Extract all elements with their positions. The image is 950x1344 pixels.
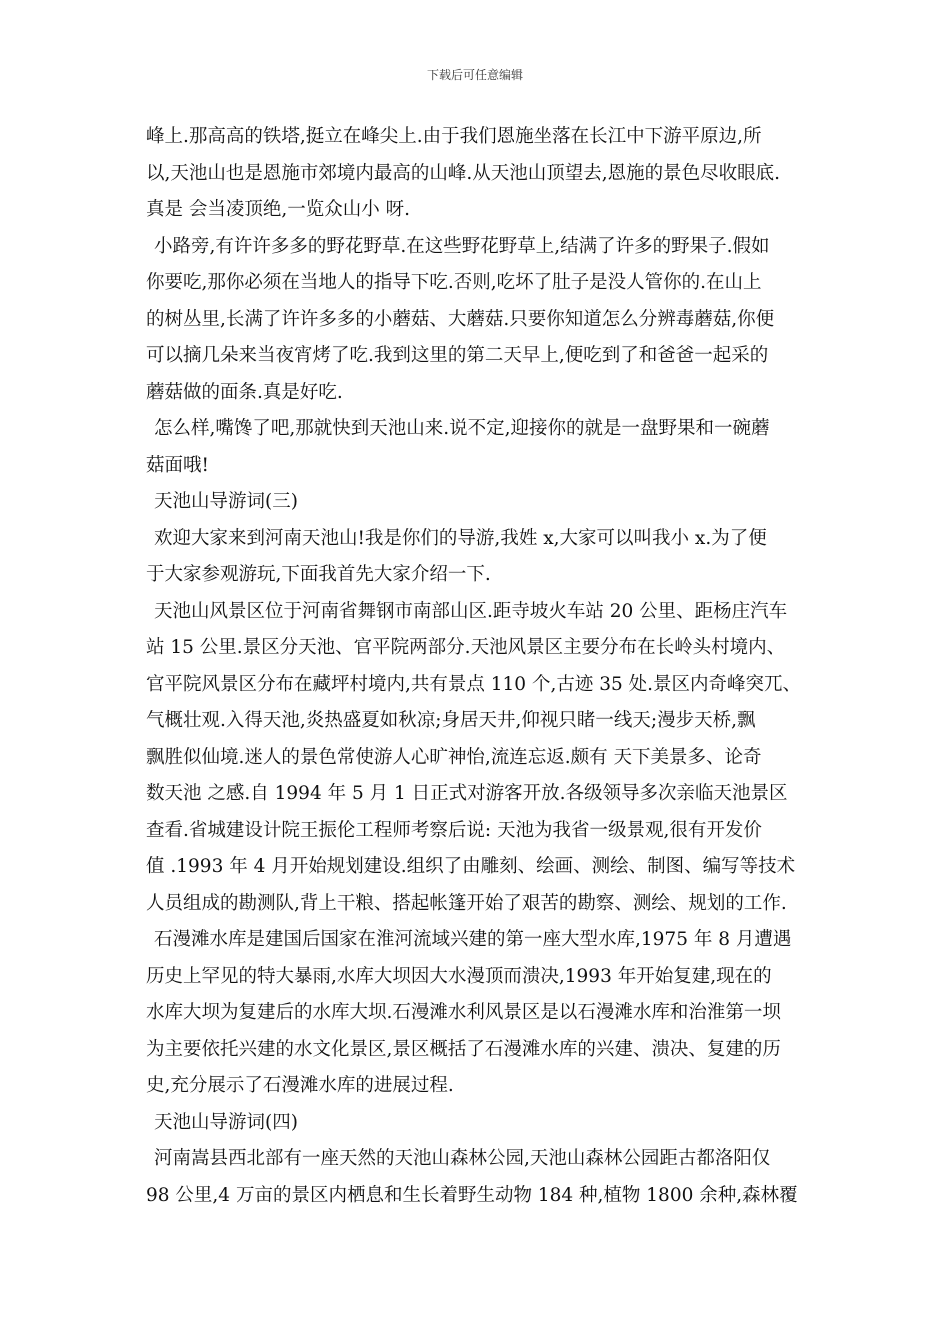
text-line: 的树丛里,长满了许许多多的小蘑菇、大蘑菇.只要你知道怎么分辨毒蘑菇,你便: [146, 308, 775, 330]
text-line: 值 .1993 年 4 月开始规划建设.组织了由雕刻、绘画、测绘、制图、编写等技术: [146, 856, 796, 877]
text-line: 为主要依托兴建的水文化景区,景区概括了石漫滩水库的兴建、溃决、复建的历: [146, 1038, 781, 1060]
text-line: 站 15 公里.景区分天池、官平院两部分.天池风景区主要分布在长岭头村境内、: [146, 637, 786, 658]
page-header: 下载后可任意编辑: [426, 68, 523, 82]
text-line: 气概壮观.入得天池,炎热盛夏如秋凉;身居天井,仰视只睹一线天;漫步天桥,飘: [146, 710, 756, 731]
text-line: 蘑菇做的面条.真是好吃.: [146, 381, 343, 403]
text-line: 水库大坝为复建后的水库大坝.石漫滩水利风景区是以石漫滩水库和治淮第一坝: [146, 1002, 781, 1023]
text-line: 真是 会当凌顶绝,一览众山小 呀.: [146, 199, 411, 220]
text-line: 以,天池山也是恩施市郊境内最高的山峰.从天池山顶望去,恩施的景色尽收眼底.: [146, 162, 781, 184]
text-line: 人员组成的勘测队,背上干粮、搭起帐篷开始了艰苦的勘察、测绘、规划的工作.: [146, 892, 787, 914]
text-line: 查看.省城建设计院王振伦工程师考察后说: 天池为我省一级景观,很有开发价: [146, 819, 762, 841]
text-line: 于大家参观游玩,下面我首先大家介绍一下.: [146, 564, 491, 585]
text-line: 你要吃,那你必须在当地人的指导下吃.否则,吃坏了肚子是没人管你的.在山上: [146, 272, 762, 293]
text-line: 官平院风景区分布在藏坪村境内,共有景点 110 个,古迹 35 处.景区内奇峰突兀、: [146, 673, 802, 695]
text-line: 河南嵩县西北部有一座天然的天池山森林公园,天池山森林公园距古都洛阳仅: [154, 1148, 771, 1169]
text-line: 怎么样,嘴馋了吧,那就快到天池山来.说不定,迎接你的就是一盘野果和一碗蘑: [154, 418, 770, 439]
text-line: 天池山导游词(四): [154, 1111, 298, 1133]
text-line: 数天池 之感.自 1994 年 5 月 1 日正式对游客开放.各级领导多次亲临天池景区: [146, 783, 788, 804]
text-line: 欢迎大家来到河南天池山!我是你们的导游,我姓 x,大家可以叫我小 x.为了便: [154, 527, 767, 549]
text-line: 可以摘几朵来当夜宵烤了吃.我到这里的第二天早上,便吃到了和爸爸一起采的: [146, 345, 769, 366]
text-line: 飘胜似仙境.迷人的景色常使游人心旷神怡,流连忘返.颇有 天下美景多、论奇: [146, 746, 762, 768]
text-line: 小路旁,有许许多多的野花野草.在这些野花野草上,结满了许多的野果子.假如: [154, 235, 770, 257]
text-line: 98 公里,4 万亩的景区内栖息和生长着野生动物 184 种,植物 1800 余种,森林覆: [146, 1184, 798, 1206]
text-line: 菇面哦!: [146, 454, 209, 476]
text-line: 天池山导游词(三): [154, 491, 298, 512]
text-line: 天池山风景区位于河南省舞钢市南部山区.距寺坡火车站 20 公里、距杨庄汽车: [154, 600, 788, 622]
text-line: 石漫滩水库是建国后国家在淮河流域兴建的第一座大型水库,1975 年 8 月遭遇: [154, 929, 792, 950]
document-body: [146, 119, 810, 1214]
text-line: 史,充分展示了石漫滩水库的进展过程.: [146, 1075, 454, 1096]
text-line: 峰上.那高高的铁塔,挺立在峰尖上.由于我们恩施坐落在长江中下游平原边,所: [146, 126, 762, 147]
text-line: 历史上罕见的特大暴雨,水库大坝因大水漫顶而溃决,1993 年开始复建,现在的: [146, 965, 772, 987]
